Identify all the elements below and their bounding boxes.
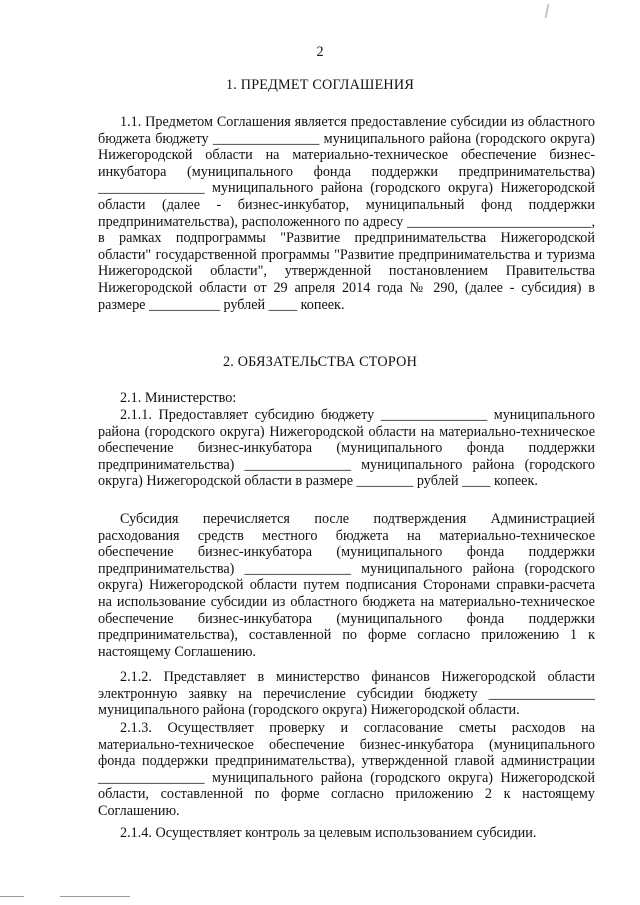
footer-rule-left [0,896,24,897]
paragraph-2-1-2: 2.1.2. Представляет в министерство финансов Нижегородской области электронную заявку на перечисление субсидии бюджету _______________ муниципального района (городского округа) Нижегородской области. [98,669,595,719]
paragraph-2-1-4: 2.1.4. Осуществляет контроль за целевым использованием субсидии. [120,825,537,841]
footer-rule-right [60,896,130,897]
paragraph-2-1: 2.1. Министерство: [120,390,237,406]
paragraph-subsidy-transfer: Субсидия перечисляется после подтверждения Администрацией расходования средств местного бюджета на материально-техническое обеспечение бизнес-инкубатора (муниципального фонда поддержки предпринимательства) _______________ муниципального района (городского округа) Нижегородской области путем подписания Сторонами справки-расчета на использование субсидии из областного бюджета на материально-техническое обеспечение бизнес-инкубатора (муниципального фонда поддержки предпринимательства), составленной по форме согласно приложению 1 к настоящему Соглашению. [98,511,595,660]
section-1-heading: 1. ПРЕДМЕТ СОГЛАШЕНИЯ [225,77,414,93]
scan-mark [545,4,550,18]
paragraph-1-1: 1.1. Предметом Соглашения является предоставление субсидии из областного бюджета бюджету _______________ муниципального района (городского округа) Нижегородской области на материально-техническое обеспечение бизнес-инкубатора (муниципального фонда поддержки предпринимательства) _______________ муниципального района (городского округа) Нижегородской области (далее - бизнес-инкубатор, муниципальный фонд поддержки предпринимательства), расположенного по адресу __________________________, в рамках подпрограммы "Развитие предпринимательства Нижегородской области" государственной программы "Развитие предпринимательства и туризма Нижегородской области", утвержденной постановлением Правительства Нижегородской области от 29 апреля 2014 года № 290, (далее - субсидия) в размере __________ рублей ____ копеек. [98,114,595,313]
section-2-heading: 2. ОБЯЗАТЕЛЬСТВА СТОРОН [222,354,418,370]
paragraph-2-1-1: 2.1.1. Предоставляет субсидию бюджету _______________ муниципального района (городского округа) Нижегородской области на материально-техническое обеспечение бизнес-инкубатора (муниципального фонда поддержки предпринимательства) _______________ муниципального района (городского округа) Нижегородской области в размере ________ рублей ____ копеек. [98,407,595,490]
page-number: 2 [316,44,324,60]
paragraph-2-1-3: 2.1.3. Осуществляет проверку и согласование сметы расходов на материально-техническое обеспечение бизнес-инкубатора (муниципального фонда поддержки предпринимательства), утвержденной главой администрации _______________ муниципального района (городского округа) Нижегородской области, составленной по форме согласно приложению 2 к настоящему Соглашению. [98,720,595,819]
